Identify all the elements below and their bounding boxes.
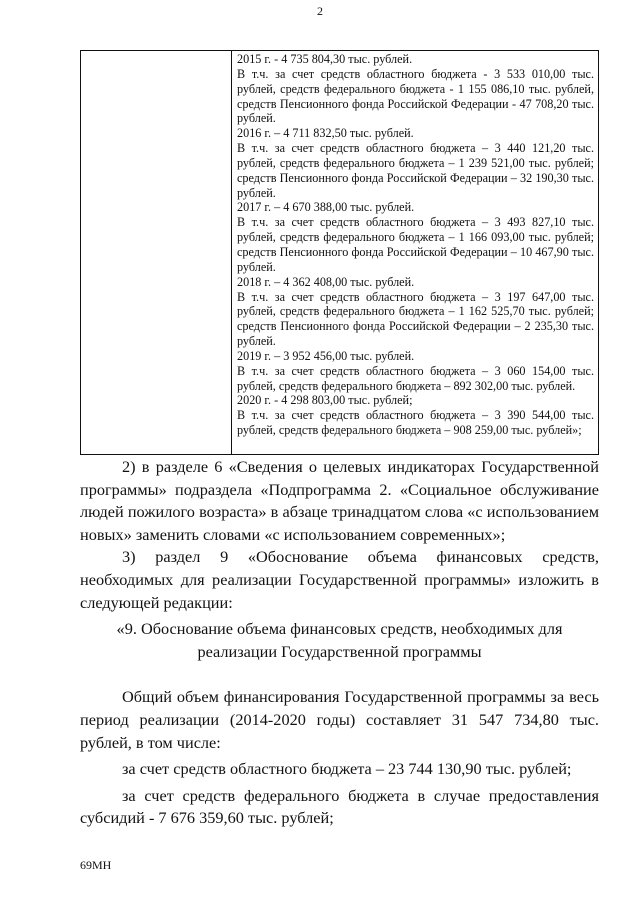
amendment-item-3: 3) раздел 9 «Обоснование объема финансовых средств, необходимых для реализации Государственной программы» изложить в следующей редакции: — [80, 547, 599, 612]
section-heading-line-1: «9. Обоснование объема финансовых средств, необходимых для — [116, 619, 563, 639]
year-2018-total: 2018 г. – 4 362 408,00 тыс. рублей. — [237, 274, 415, 289]
page-number: 2 — [317, 4, 323, 18]
section-heading-line-2: реализации Государственной программы — [197, 641, 482, 661]
year-2016-breakdown: В т.ч. за счет средств областного бюджета – 3 440 121,20 тыс. рублей, средств федерального бюджета – 1 239 521,00 тыс. рублей; средств Пенсионного фонда Российской Федерации – 32 190,30 тыс. рублей. — [237, 141, 594, 200]
year-2020-breakdown: В т.ч. за счет средств областного бюджета – 3 390 544,00 тыс. рублей, средств федерального бюджета – 908 259,00 тыс. рублей»; — [237, 408, 594, 438]
total-funding-paragraph: Общий объем финансирования Государственной программы за весь период реализации (2014-2020 годы) составляет 31 547 734,80 тыс. рублей, в том числе: — [80, 687, 599, 752]
regional-budget-paragraph: за счет средств областного бюджета – 23 744 130,90 тыс. рублей; — [122, 759, 572, 779]
document-body — [80, 456, 599, 830]
federal-budget-paragraph: за счет средств федерального бюджета в случае предоставления субсидий - 7 676 359,60 тыс. рублей; — [80, 785, 599, 828]
year-2017-breakdown: В т.ч. за счет средств областного бюджета – 3 493 827,10 тыс. рублей, средств федерального бюджета – 1 166 093,00 тыс. рублей; средств Пенсионного фонда Российской Федерации – 10 467,90 тыс. рублей. — [237, 215, 594, 274]
year-2017-total: 2017 г. – 4 670 388,00 тыс. рублей. — [237, 200, 415, 215]
year-2015-breakdown: В т.ч. за счет средств областного бюджета - 3 533 010,00 тыс. рублей, средств федерального бюджета - 1 155 086,10 тыс. рублей, средств Пенсионного фонда Российской Федерации - 47 708,20 тыс. рублей. — [237, 66, 594, 126]
table-left-cell — [81, 51, 232, 454]
table-funding-cell — [232, 51, 598, 438]
document-code: 69МН — [80, 858, 112, 872]
year-2019-breakdown: В т.ч. за счет средств областного бюджета – 3 060 154,00 тыс. рублей, средств федерального бюджета – 892 302,00 тыс. рублей. — [237, 363, 594, 393]
year-2019-total: 2019 г. – 3 952 456,00 тыс. рублей. — [237, 348, 415, 363]
year-2020-total: 2020 г. - 4 298 803,00 тыс. рублей; — [237, 393, 413, 408]
funding-table — [80, 50, 599, 455]
year-2016-total: 2016 г. – 4 711 832,50 тыс. рублей. — [237, 126, 414, 141]
year-2015-total: 2015 г. - 4 735 804,30 тыс. рублей. — [237, 52, 413, 66]
year-2018-breakdown: В т.ч. за счет средств областного бюджета – 3 197 647,00 тыс. рублей, средств федерального бюджета – 1 162 525,70 тыс. рублей; средств Пенсионного фонда Российской Федерации – 2 235,30 тыс. рублей. — [237, 289, 594, 349]
amendment-item-2: 2) в разделе 6 «Сведения о целевых индикаторах Государственной программы» подраздела «Подпрограмма 2. «Социальное обслуживание людей пожилого возраста» в абзаце тринадцатом слова «с использованием новых» заменить словами «с использованием современных»; — [80, 457, 599, 544]
